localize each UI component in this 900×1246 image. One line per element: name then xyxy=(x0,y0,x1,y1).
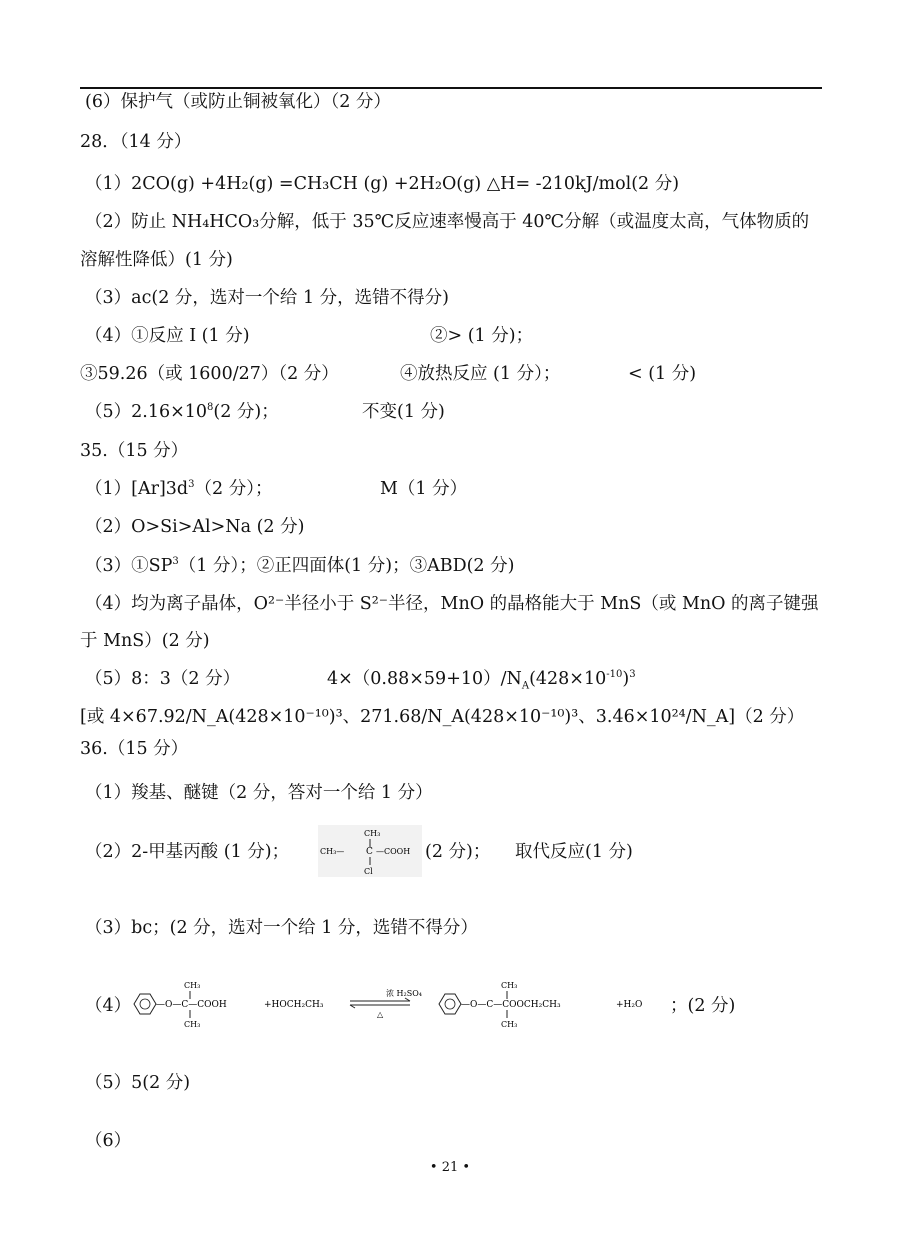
heat-label: △ xyxy=(377,1010,384,1019)
answer-36-5: （5）5(2 分) xyxy=(85,1073,191,1093)
reactant-top-methyl: CH₃ xyxy=(184,981,201,990)
reactant-chain: —O—C—COOH xyxy=(156,1000,227,1010)
answer-35-5-3: [或 4×67.92/N_A(428×10⁻¹⁰)³、271.68/N_A(428×10⁻¹⁰)³、3.46×10²⁴/N_A]（2 分） xyxy=(80,707,805,727)
answer-36-4-score: ；(2 分) xyxy=(670,996,736,1016)
answer-28-2-line2: 溶解性降低）(1 分) xyxy=(80,250,233,270)
answer-35-4-line2: 于 MnS）(2 分) xyxy=(80,631,210,651)
answer-35-5-1: （5）8：3（2 分） xyxy=(85,669,241,689)
answer-28-4-4: ④放热反应 (1 分）； xyxy=(400,364,561,384)
answer-35-3: $(3)①SP^3(1$ 分）；②正四面体(1 分)；③ABD(2 分) xyxy=(85,556,515,576)
answer-35-5-2: $4\times(0.88\times 59+10)/N_A(428\times 10^{-10})^3$ xyxy=(327,669,636,692)
product-bottom-methyl: CH₃ xyxy=(501,1020,518,1029)
q36-header: 36.（15 分） xyxy=(80,739,189,759)
q28-header: 28．（14 分） xyxy=(80,132,192,152)
answer-28-4-1: （4）①反应 I (1 分) xyxy=(85,326,250,346)
q35-header: 35.（15 分） xyxy=(80,441,189,461)
esterification-equation xyxy=(128,978,668,1030)
answer-36-4-label: （4） xyxy=(85,996,132,1016)
svg-text:CH₃: CH₃ xyxy=(364,829,381,838)
svg-text:Cl: Cl xyxy=(364,867,373,876)
answer-28-5-1: $(5)2.16\times 10^8(2$ 分)； xyxy=(85,402,279,422)
answer-35-4-line1: （4）均为离子晶体，O²⁻半径小于 S²⁻半径，MnO 的晶格能大于 MnS（或 MnO 的离子键强 xyxy=(85,594,819,614)
product-chain: —O—C—COOCH₂CH₃ xyxy=(461,1000,561,1010)
answer-27-6: (6）保护气（或防止铜被氧化）（2 分） xyxy=(85,92,391,112)
header-rule xyxy=(80,87,822,89)
answer-36-1: （1）羧基、醚键（2 分，答对一个给 1 分） xyxy=(85,783,433,803)
answer-28-4-5: < (1 分) xyxy=(628,364,697,384)
answer-36-6: （6） xyxy=(85,1131,132,1151)
svg-text:—COOH: —COOH xyxy=(376,847,411,856)
reactant-bottom-methyl: CH₃ xyxy=(184,1020,201,1029)
answer-36-2-1: （2）2-甲基丙酸 (1 分)； xyxy=(85,842,290,862)
benzene-ring-product xyxy=(439,994,461,1014)
answer-35-2: （2）O>Si>Al>Na (2 分) xyxy=(85,517,305,537)
answer-36-2-3: 取代反应(1 分) xyxy=(515,842,633,862)
answer-28-3: （3）ac(2 分，选对一个给 1 分，选错不得分) xyxy=(85,288,449,308)
water-product: +H₂O xyxy=(616,1000,643,1010)
answer-35-1-2: M（1 分） xyxy=(380,479,468,499)
answer-35-1-1: $(1)[Ar]3d^3(2$ 分）； xyxy=(85,479,273,499)
answer-28-4-2: ②> (1 分)； xyxy=(430,326,534,346)
answer-28-1: （1）2CO(g) +4H₂(g) =CH₃CH (g) +2H₂O(g) △H= -210kJ/mol(2 分) xyxy=(85,174,680,194)
page-number: • 21 • xyxy=(429,1160,471,1175)
answer-36-3: （3）bc；(2 分，选对一个给 1 分，选错不得分） xyxy=(85,918,478,938)
ethanol: +HOCH₂CH₃ xyxy=(264,1000,324,1010)
svg-text:CH₃—: CH₃— xyxy=(320,847,345,856)
svg-text:C: C xyxy=(366,847,373,857)
product-top-methyl: CH₃ xyxy=(501,981,518,990)
chloro-acid-structure xyxy=(318,825,422,877)
answer-28-2-line1: （2）防止 NH₄HCO₃分解，低于 35℃反应速率慢高于 40℃分解（或温度太高，气体物质的 xyxy=(85,212,810,232)
answer-36-2-2: (2 分)； xyxy=(425,842,491,862)
benzene-ring-reactant xyxy=(134,994,156,1014)
answer-28-4-3: ③59.26（或 1600/27）（2 分） xyxy=(80,364,339,384)
structure-image xyxy=(318,825,422,877)
answer-28-5-2: 不变(1 分) xyxy=(362,402,445,422)
catalyst-label: 浓 H₂SO₄ xyxy=(386,989,422,998)
